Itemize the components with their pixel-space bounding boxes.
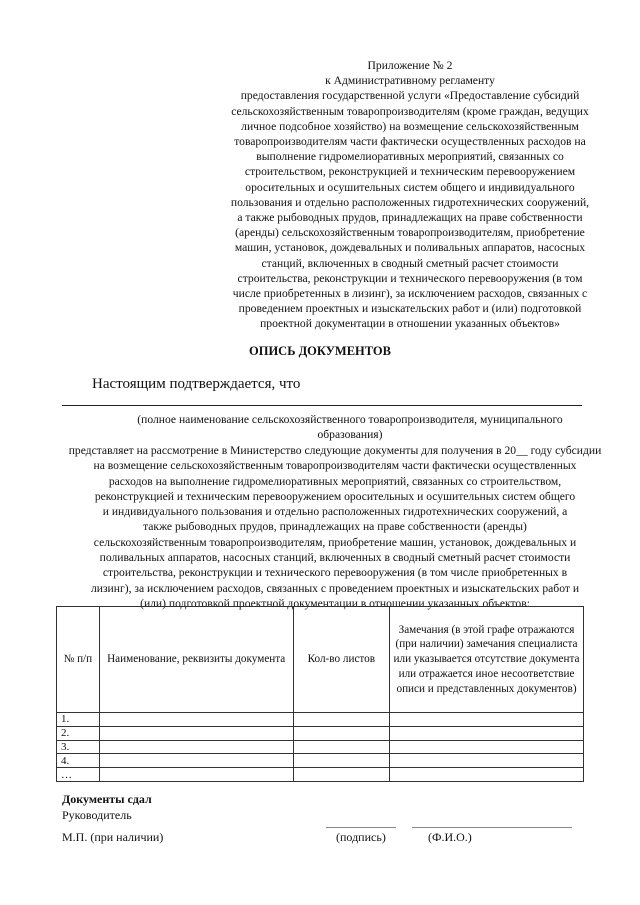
table-row [57, 713, 584, 727]
appendix-line: числе приобретенных в лизинг), за исключением расходов, связанных с [232, 287, 588, 301]
fill-in-hint: (полное наименование сельскохозяйственного товаропроизводителя, муниципального образования) [137, 413, 563, 441]
body-line: расходов на выполнение гидромелиоративных мероприятий, связанных со строительством, [108, 474, 562, 488]
fill-in-line [62, 405, 582, 406]
signature-line [326, 827, 396, 828]
cell-remarks[interactable] [390, 768, 584, 782]
cell-name[interactable] [99, 726, 293, 740]
body-line: (или) подготовкой проектной документации в отношении указанных объектов: [140, 596, 530, 610]
table-header-row [57, 607, 584, 713]
body-line: строительства, реконструкции и технического перевооружения (в том числе приобретенных в [102, 566, 568, 580]
cell-pages[interactable] [293, 754, 389, 768]
cell-pages[interactable] [293, 713, 389, 727]
fio-line [412, 827, 572, 828]
appendix-line: личное подсобное хозяйство) на возмещение сельскохозяйственным [241, 119, 579, 133]
appendix-line: машин, установок, дождевальных и поливальных аппаратов, насосных [234, 241, 586, 255]
appendix-line: строительства, реконструкции и технического перевооружения (в том [237, 271, 583, 285]
appendix-line: строительством, реконструкцией и техническим перевооружением [244, 165, 576, 179]
appendix-line: выполнение гидромелиоративных мероприятий, связанных со [256, 150, 564, 164]
body-line: реконструкцией и техническим перевооружением оросительных и осушительных систем общего [94, 489, 576, 503]
signature-label: (подпись) [336, 830, 386, 844]
head-label: Руководитель [62, 808, 132, 822]
fio-label: (Ф.И.О.) [428, 830, 472, 844]
body-line: на возмещение сельскохозяйственным товаропроизводителям части фактически осуществленных [93, 459, 577, 473]
body-paragraph [60, 443, 610, 611]
confirm-text: Настоящим подтверждается, что [92, 376, 301, 392]
appendix-line: а также рыбоводных прудов, принадлежащих на праве собственности [237, 211, 583, 225]
cell-remarks[interactable] [390, 754, 584, 768]
row-number: 2. [57, 726, 100, 740]
cell-remarks[interactable] [390, 740, 584, 754]
table-row [57, 726, 584, 740]
header-number: № п/п [57, 607, 100, 713]
appendix-line: (аренды) сельскохозяйственным товаропроизводителям, приобретение [235, 226, 585, 240]
header-name: Наименование, реквизиты документа [99, 607, 293, 713]
stamp-label: М.П. (при наличии) [62, 830, 164, 844]
cell-pages[interactable] [293, 726, 389, 740]
cell-pages[interactable] [293, 768, 389, 782]
cell-name[interactable] [99, 740, 293, 754]
cell-name[interactable] [99, 754, 293, 768]
appendix-line: проектной документации в отношении указанных объектов» [260, 317, 560, 331]
appendix-line: предоставления государственной услуги «Предоставление субсидий [240, 89, 580, 103]
appendix-line: Приложение № 2 [367, 59, 453, 72]
cell-remarks[interactable] [390, 726, 584, 740]
appendix-line: станций, включенных в сводный сметный расчет стоимости [261, 256, 559, 270]
appendix-line: к Административному регламенту [325, 74, 495, 88]
cell-name[interactable] [99, 768, 293, 782]
row-number: 1. [57, 713, 100, 727]
documents-table [56, 606, 584, 782]
row-number: 4. [57, 754, 100, 768]
appendix-line: оросительных и осушительных систем общего и индивидуального [245, 180, 575, 194]
documents-handed-label: Документы сдал [62, 792, 152, 806]
cell-remarks[interactable] [390, 713, 584, 727]
body-line: и индивидуального пользования и отдельно расположенных гидротехнических сооружений, а [102, 505, 568, 519]
header-remarks: Замечания (в этой графе отражаются (при наличии) замечания специалиста или указывается отсутствие документа или отражается иное несоответствие описи и представленных документов) [390, 607, 584, 713]
body-line: сельскохозяйственным товаропроизводителям, приобретение машин, установок, дождевальных и [93, 535, 577, 549]
row-number: 3. [57, 740, 100, 754]
table-row [57, 768, 584, 782]
appendix-line: проведением проектных и изыскательских работ и (или) подготовкой [238, 302, 582, 316]
appendix-header [205, 58, 615, 332]
document-title: ОПИСЬ ДОКУМЕНТОВ [249, 344, 391, 358]
body-line: поливальных аппаратов, насосных станций, включенных в сводный сметный расчет стоимости [99, 551, 571, 565]
body-line: лизинг), за исключением расходов, связанных с проведением проектных и изыскательских работ и [90, 581, 580, 595]
table-row [57, 754, 584, 768]
body-line: представляет на рассмотрение в Министерство следующие документы для получения в 20__ году субсидии [68, 444, 602, 457]
table-row [57, 740, 584, 754]
appendix-line: пользования и отдельно расположенных гидротехнических сооружений, [230, 195, 590, 209]
cell-pages[interactable] [293, 740, 389, 754]
cell-name[interactable] [99, 713, 293, 727]
appendix-line: сельскохозяйственным товаропроизводителям (кроме граждан, ведущих [231, 104, 589, 118]
body-line: также рыбоводных прудов, принадлежащих на праве собственности (аренды) [143, 520, 527, 534]
header-pages: Кол-во листов [293, 607, 389, 713]
appendix-line: товаропроизводителям части фактически осуществленных расходов на [234, 135, 586, 149]
row-number: … [57, 768, 100, 782]
